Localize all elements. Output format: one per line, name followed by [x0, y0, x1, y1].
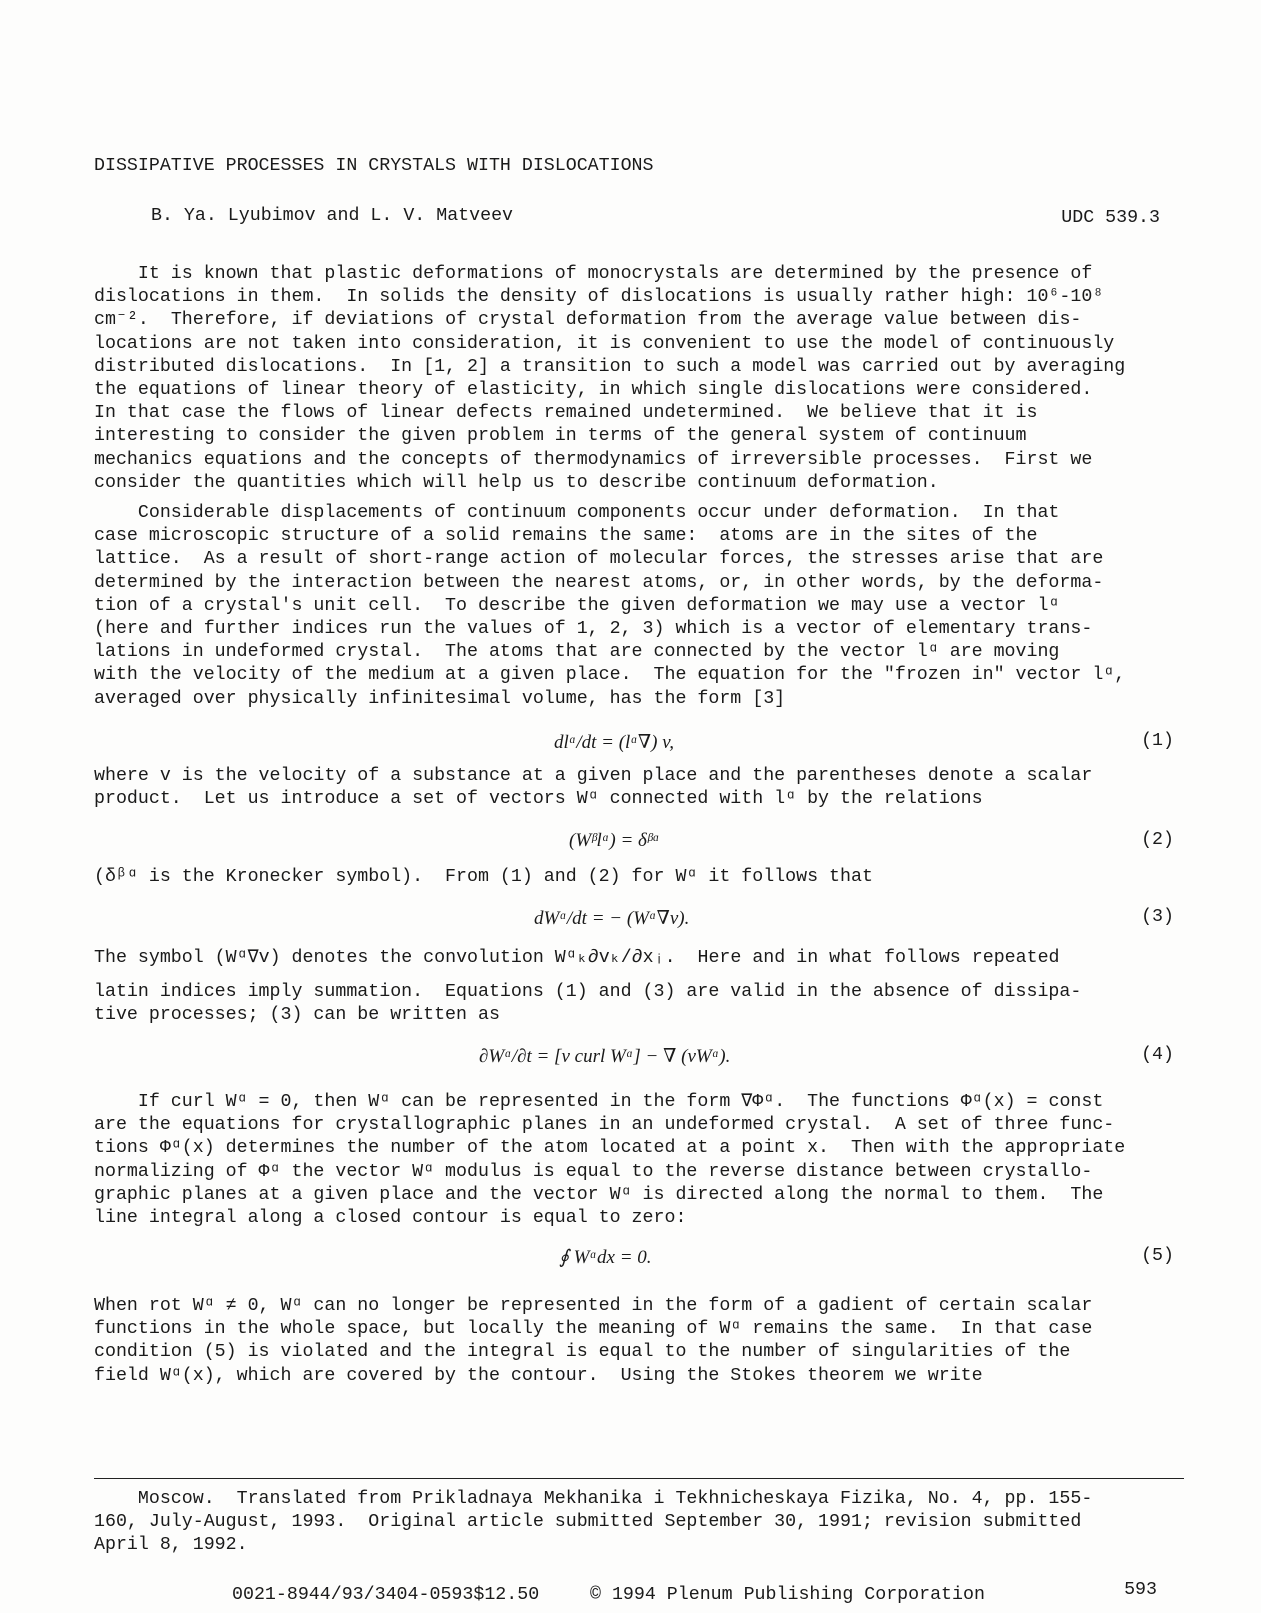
- footnote-line: Moscow. Translated from Prikladnaya Mekhanika i Tekhnicheskaya Fizika, No. 4, pp. 155-: [94, 1489, 1093, 1509]
- text-line: The symbol (Wᵅ∇v) denotes the convolution Wᵅₖ∂vₖ/∂xᵢ. Here and in what follows repeated: [94, 948, 1060, 968]
- text-line: line integral along a closed contour is equal to zero:: [94, 1208, 687, 1229]
- text-line: averaged over physically infinitesimal volume, has the form [3]: [94, 688, 786, 709]
- text-line: consider the quantities which will help us to describe continuum deformation.: [94, 472, 939, 493]
- text-line: tive processes; (3) can be written as: [94, 1005, 500, 1026]
- equation-5-number: (5): [1141, 1246, 1174, 1266]
- text-line: are the equations for crystallographic planes in an undeformed crystal. A set of three func-: [94, 1115, 1115, 1136]
- equation-2-number: (2): [1141, 830, 1174, 850]
- text-line: distributed dislocations. In [1, 2] a transition to such a model was carried out by averaging: [94, 356, 1126, 377]
- footnote-line: April 8, 1992.: [94, 1535, 248, 1556]
- text-line: In that case the flows of linear defects remained undetermined. We believe that it is: [94, 403, 1038, 424]
- text-line: field Wᵅ(x), which are covered by the contour. Using the Stokes theorem we write: [94, 1365, 983, 1386]
- text-line: lations in undeformed crystal. The atoms that are connected by the vector lᵅ are moving: [94, 642, 1060, 663]
- text-line: where v is the velocity of a substance at a given place and the parentheses denote a scalar: [94, 766, 1093, 786]
- equation-4-number: (4): [1141, 1045, 1174, 1065]
- equation-3-formula: dWᵅ/dt = − (Wᵅ∇v).: [534, 908, 690, 929]
- equation-3-number: (3): [1141, 907, 1174, 927]
- article-authors: B. Ya. Lyubimov and L. V. Matveev: [151, 206, 514, 226]
- paragraph-velocity: [94, 765, 1174, 811]
- text-line: the equations of linear theory of elasticity, in which single dislocations were considered.: [94, 380, 1093, 401]
- copyright-line: © 1994 Plenum Publishing Corporation: [590, 1585, 985, 1605]
- equation-4-formula: ∂Wᵅ/∂t = [v curl Wᵅ] − ∇ (vWᵅ).: [479, 1046, 731, 1067]
- text-line: (δᵝᵅ is the Kronecker symbol). From (1) and (2) for Wᵅ it follows that: [94, 867, 873, 887]
- text-line: dislocations in them. In solids the density of dislocations is usually rather high: 10⁶-10⁸: [94, 287, 1104, 308]
- text-line: latin indices imply summation. Equations (1) and (3) are valid in the absence of dissipa-: [94, 982, 1082, 1003]
- text-line: tion of a crystal's unit cell. To describe the given deformation we may use a vector lᵅ: [94, 595, 1060, 616]
- footnote-divider: [94, 1478, 1184, 1479]
- equation-1-number: (1): [1141, 731, 1174, 751]
- paragraph-curl: [94, 1091, 1174, 1230]
- equation-3: [94, 907, 1174, 937]
- text-line: lattice. As a result of short-range action of molecular forces, the stresses arise that are: [94, 549, 1104, 570]
- text-line: Considerable displacements of continuum components occur under deformation. In that: [94, 503, 1060, 523]
- article-code: 0021-8944/93/3404-0593$12.50: [232, 1585, 540, 1605]
- text-line: When rot Wᵅ ≠ 0, Wᵅ can no longer be represented in the form of a gadient of certain scalar: [94, 1296, 1093, 1316]
- text-line: normalizing of Φᵅ the vector Wᵅ modulus is equal to the reverse distance between crystallo-: [94, 1161, 1093, 1182]
- equation-1-formula: dlᵅ/dt = (lᵅ∇) v,: [554, 732, 675, 753]
- text-line: case microscopic structure of a solid remains the same: atoms are in the sites of the: [94, 526, 1038, 547]
- article-title: DISSIPATIVE PROCESSES IN CRYSTALS WITH DISLOCATIONS: [94, 156, 654, 176]
- equation-2: [94, 830, 1174, 860]
- text-line: (here and further indices run the values of 1, 2, 3) which is a vector of elementary trans-: [94, 619, 1093, 640]
- text-line: graphic planes at a given place and the vector Wᵅ is directed along the normal to them. The: [94, 1184, 1104, 1205]
- page-number: 593: [1124, 1580, 1157, 1600]
- paragraph-convolution: [94, 947, 1174, 1028]
- text-line: determined by the interaction between the nearest atoms, or, in other words, by the deforma-: [94, 572, 1104, 593]
- paragraph-rot: [94, 1295, 1174, 1388]
- text-line: functions in the whole space, but locally the meaning of Wᵅ remains the same. In that case: [94, 1319, 1093, 1340]
- equation-5-formula: ∮ Wᵅdx = 0.: [559, 1247, 652, 1268]
- text-line: with the velocity of the medium at a given place. The equation for the "frozen in" vector lᵅ,: [94, 665, 1126, 686]
- footnote: [94, 1488, 1174, 1558]
- text-line: interesting to consider the given problem in terms of the general system of continuum: [94, 426, 1027, 447]
- paragraph-displacements: [94, 502, 1174, 711]
- equation-1: [94, 731, 1174, 761]
- paragraph-kronecker: [94, 866, 1174, 889]
- text-line: It is known that plastic deformations of monocrystals are determined by the presence of: [94, 264, 1093, 284]
- text-line: locations are not taken into consideration, it is convenient to use the model of continuously: [94, 333, 1115, 354]
- equation-2-formula: (Wᵝlᵅ) = δᵝᵅ: [569, 830, 660, 851]
- equation-4: [94, 1045, 1174, 1075]
- text-line: cm⁻². Therefore, if deviations of crystal deformation from the average value between dis-: [94, 310, 1082, 331]
- paragraph-intro: [94, 263, 1174, 495]
- equation-5: [94, 1246, 1174, 1276]
- udc-code: UDC 539.3: [1061, 208, 1160, 228]
- text-line: product. Let us introduce a set of vectors Wᵅ connected with lᵅ by the relations: [94, 789, 983, 810]
- text-line: mechanics equations and the concepts of thermodynamics of irreversible processes. First we: [94, 449, 1093, 470]
- text-line: If curl Wᵅ = 0, then Wᵅ can be represented in the form ∇Φᵅ. The functions Φᵅ(x) = const: [94, 1092, 1104, 1112]
- text-line: condition (5) is violated and the integral is equal to the number of singularities of the: [94, 1342, 1071, 1363]
- text-line: tions Φᵅ(x) determines the number of the atom located at a point x. Then with the appropriate: [94, 1138, 1126, 1159]
- footnote-line: 160, July-August, 1993. Original article submitted September 30, 1991; revision submitted: [94, 1512, 1082, 1533]
